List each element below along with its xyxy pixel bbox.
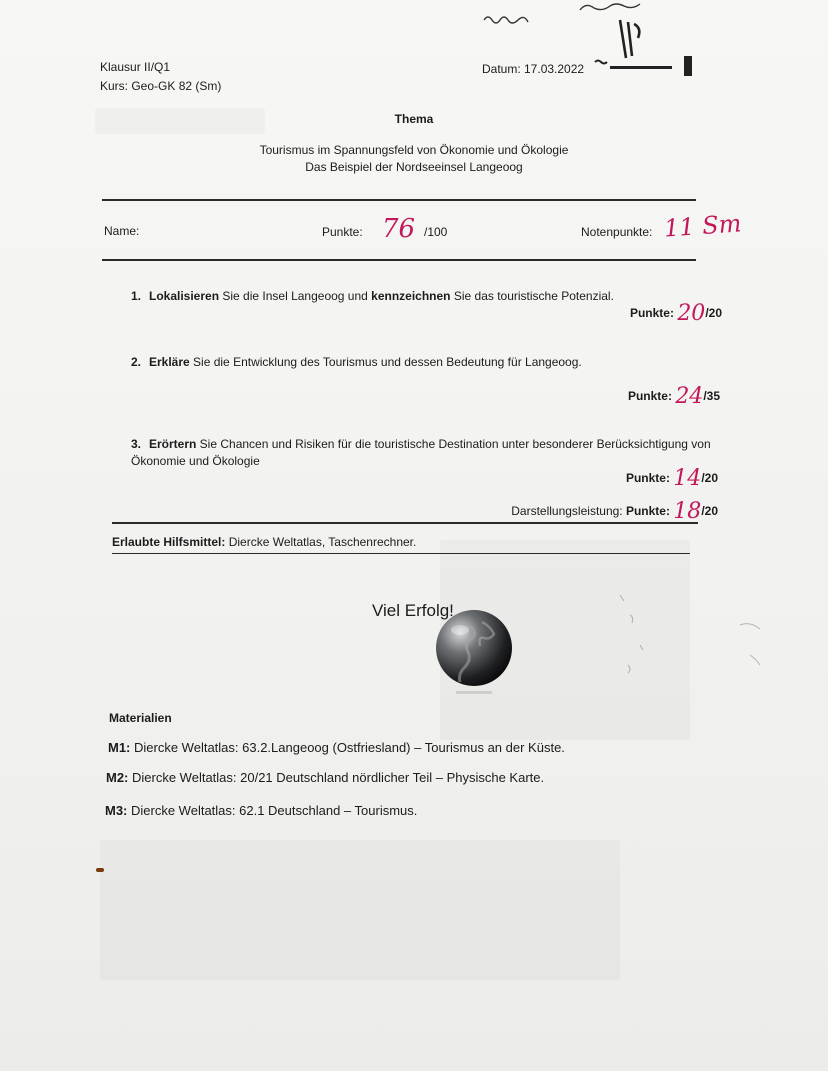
score-label: Punkte: [625, 471, 674, 485]
score-label: Punkte: [629, 306, 678, 320]
handwritten-name-scribble [470, 0, 710, 90]
material-text: Diercke Weltatlas: 20/21 Deutschland nördlicher Teil – Physische Karte. [128, 770, 545, 785]
score-label: Punkte: [627, 389, 676, 403]
total-points-max: /100 [424, 225, 448, 239]
task-number: 2. [131, 355, 142, 369]
material-item [106, 770, 544, 785]
score-max: /20 [701, 504, 718, 518]
presentation-score [511, 499, 718, 524]
material-item [108, 740, 565, 755]
material-item [105, 803, 417, 818]
task-operator: Lokalisieren [149, 289, 220, 303]
allowed-aids [112, 535, 416, 549]
grade-value: 11 Sm [663, 209, 743, 243]
bleed-through-block [100, 840, 620, 980]
total-points-label: Punkte: [322, 225, 363, 239]
task-operator: kennzeichnen [371, 289, 451, 303]
divider [112, 553, 690, 554]
task-3-score [626, 466, 718, 491]
task-2-score [628, 384, 720, 409]
score-value: 14 [673, 466, 702, 491]
total-points-value: 76 [382, 214, 416, 244]
presentation-label: Darstellungsleistung: [511, 504, 626, 518]
task-3 [131, 436, 731, 470]
score-value: 24 [675, 384, 704, 409]
task-text: Sie die Entwicklung des Tourismus und dessen Bedeutung für Langeoog. [189, 355, 582, 369]
theme-label: Thema [394, 112, 434, 126]
task-number: 1. [131, 289, 142, 303]
task-operator: Erörtern [149, 437, 197, 451]
globe-icon [434, 608, 516, 696]
score-value: 20 [677, 301, 706, 326]
score-max: /20 [705, 306, 722, 320]
material-text: Diercke Weltatlas: 63.2.Langeoog (Ostfriesland) – Tourismus an der Küste. [130, 740, 565, 755]
theme-line-1: Tourismus im Spannungsfeld von Ökonomie und Ökologie [259, 143, 569, 157]
task-2 [131, 354, 721, 371]
material-id: M2: [106, 770, 129, 785]
good-luck-text: Viel Erfolg! [372, 601, 454, 620]
course-label: Kurs: Geo-GK 82 (Sm) [100, 79, 222, 93]
exam-date: Datum: 17.03.2022 [482, 62, 585, 76]
material-text: Diercke Weltatlas: 62.1 Deutschland – Tourismus. [127, 803, 418, 818]
task-operator: Erkläre [149, 355, 190, 369]
task-text: Sie das touristische Potenzial. [450, 289, 614, 303]
materials-heading: Materialien [109, 711, 172, 725]
divider [102, 259, 696, 261]
allowed-aids-label: Erlaubte Hilfsmittel: [112, 535, 226, 549]
allowed-aids-text: Diercke Weltatlas, Taschenrechner. [225, 535, 417, 549]
grade-label: Notenpunkte: [581, 225, 653, 239]
divider [102, 199, 696, 201]
score-value: 18 [673, 499, 702, 524]
task-1-score [630, 301, 722, 326]
task-number: 3. [131, 437, 142, 451]
divider [112, 522, 698, 524]
task-text: Sie die Insel Langeoog und [219, 289, 372, 303]
name-label: Name: [104, 224, 140, 238]
material-id: M1: [108, 740, 131, 755]
score-max: /20 [701, 471, 718, 485]
task-text: Sie Chancen und Risiken für die touristische Destination unter besonderer Berücksichtigung von Ökonomie und Ökologie [131, 437, 711, 468]
stray-pencil-marks [600, 575, 780, 705]
exam-title: Klausur II/Q1 [100, 60, 171, 74]
material-id: M3: [105, 803, 128, 818]
score-label: Punkte: [625, 504, 674, 518]
theme-line-2: Das Beispiel der Nordseeinsel Langeoog [305, 160, 523, 174]
ink-smudge [96, 868, 104, 872]
score-max: /35 [703, 389, 720, 403]
